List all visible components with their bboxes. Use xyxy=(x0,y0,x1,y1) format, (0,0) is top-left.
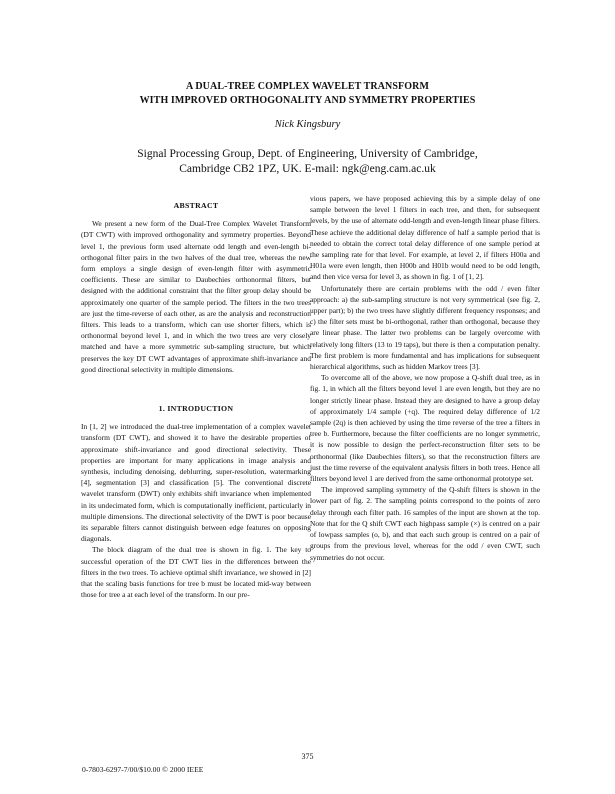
introduction-heading: 1. INTRODUCTION xyxy=(158,404,234,414)
title-line-1: A DUAL-TREE COMPLEX WAVELET TRANSFORM xyxy=(185,81,429,92)
abstract-heading: ABSTRACT xyxy=(173,201,219,210)
intro-paragraph-5: To overcome all of the above, we now propose a Q-shift dual tree, as in fig. 1, in which all the filters beyond level 1 are even length, but they are no longer strictly linear phase. Instead they are designed to have a group delay of approximately 1/4 sample (+q). The required delay difference of 1/2 sample (2q) is then achieved by using the time reverse of the tree a filters in tree b. Furthermore, because the filter coefficients are no longer symmetric, it is now possible to design the perfect-reconstruction filter sets to be orthonormal (like Daubechies filters), so that the reconstruction filters are just the time reverse of the equivalent analysis filters in both trees. Hence all filters beyond level 1 are derived from the same orthonormal prototype set. xyxy=(310,373,540,484)
intro-paragraph-1: In [1, 2] we introduced the dual-tree implementation of a complex wavelet transform (DT CWT), and showed it to have the desirable properties of approximate shift-invariance and good directional selectivity. These properties are important for many applications in image analysis and synthesis, including denoising, deblurring, super-resolution, watermarking [4], segmentation [3] and classification [5]. The conventional discrete wavelet transform (DWT) only exhibits shift invariance when implemented in its undecimated form, which is computationally inefficient, particularly in multiple dimensions. The directional selectivity of the DWT is poor because its separable filters cannot distinguish between edge features on opposing diagonals. xyxy=(81,422,311,544)
affiliation-line-2: Cambridge CB2 1PZ, UK. E-mail: ngk@eng.cam.ac.uk xyxy=(179,163,436,175)
affiliation-line-1: Signal Processing Group, Dept. of Engineering, University of Cambridge, xyxy=(137,148,478,160)
intro-paragraph-4: Unfortunately there are certain problems with the odd / even filter approach: a) the sub-sampling structure is not very symmetrical (see fig. 2, upper part); b) the two trees have slightly different frequency responses; and c) the filter sets must be bi-orthogonal, rather than orthogonal, because they are linear phase. The latter two problems can be largely overcome with relatively long filters (13 to 19 taps), but there is then a computation penalty. The first problem is more fundamental and has implications for subsequent hierarchical algorithms, such as hidden Markov trees [3]. xyxy=(310,283,540,372)
title-line-2: WITH IMPROVED ORTHOGONALITY AND SYMMETRY PROPERTIES xyxy=(139,95,476,106)
author-name: Nick Kingsbury xyxy=(274,119,341,130)
intro-paragraph-6: The improved sampling symmetry of the Q-shift filters is shown in the lower part of fig. 2. The sampling points correspond to the points of zero delay through each filter path. 16 samples of the input are shown at the top. Note that for the Q shift CWT each highpass sample (×) is centred on a pair of lowpass samples (o, b), and that each such group is centred on a pair of groups from the previous level, whereas for the odd / even CWT, such symmetries do not occur. xyxy=(310,485,540,562)
intro-paragraph-2: The block diagram of the dual tree is shown in fig. 1. The key to successful operation of the DT CWT lies in the differences between the filters in the two trees. To achieve optimal shift invariance, we showed in [2] that the scaling basis functions for tree b must be located mid-way between those for tree a at each level of the transform. In our pre- xyxy=(81,545,311,600)
page-number: 375 xyxy=(301,752,314,761)
right-column xyxy=(310,193,540,563)
affiliation xyxy=(0,147,615,177)
left-column xyxy=(81,200,311,601)
intro-paragraph-3: vious papers, we have proposed achieving this by a simple delay of one sample between the level 1 filters in each tree, and then, for subsequent levels, by the use of alternate odd-length and even-length linear phase filters. These achieve the additional delay difference of half a sample period that is needed to obtain the correct total delay difference of one sample period at the sampling rate for that level. For example, at level 2, if filters H00a and H01a were even length, then H00b and H01b would need to be odd length, and then vice versa for level 3, as shown in fig. 1 of [1, 2]. xyxy=(310,194,540,282)
paper-title xyxy=(0,80,615,108)
abstract-text: We present a new form of the Dual-Tree Complex Wavelet Transform (DT CWT) with improved orthogonality and symmetry properties. Beyond level 1, the previous form used alternate odd length and even-length bi-orthogonal filter pairs in the two halves of the dual tree, whereas the new form employs a single design of even-length filter with asymmetric coefficients. These are similar to Daubechies orthonormal filters, but designed with the additional constraint that the filter group delay should be approximately one quarter of the sample period. The filters in the two trees are just the time-reverse of each other, as are the analysis and reconstruction filters. This leads to a transform, which can use shorter filters, which is orthonormal beyond level 1, and in which the two trees are very closely matched and have a more symmetric sub-sampling structure, but which preserves the key DT CWT advantages of approximate shift-invariance and good directional selectivity in multiple dimensions. xyxy=(81,219,311,374)
copyright-notice: 0-7803-6297-7/00/$10.00 © 2000 IEEE xyxy=(82,765,204,774)
